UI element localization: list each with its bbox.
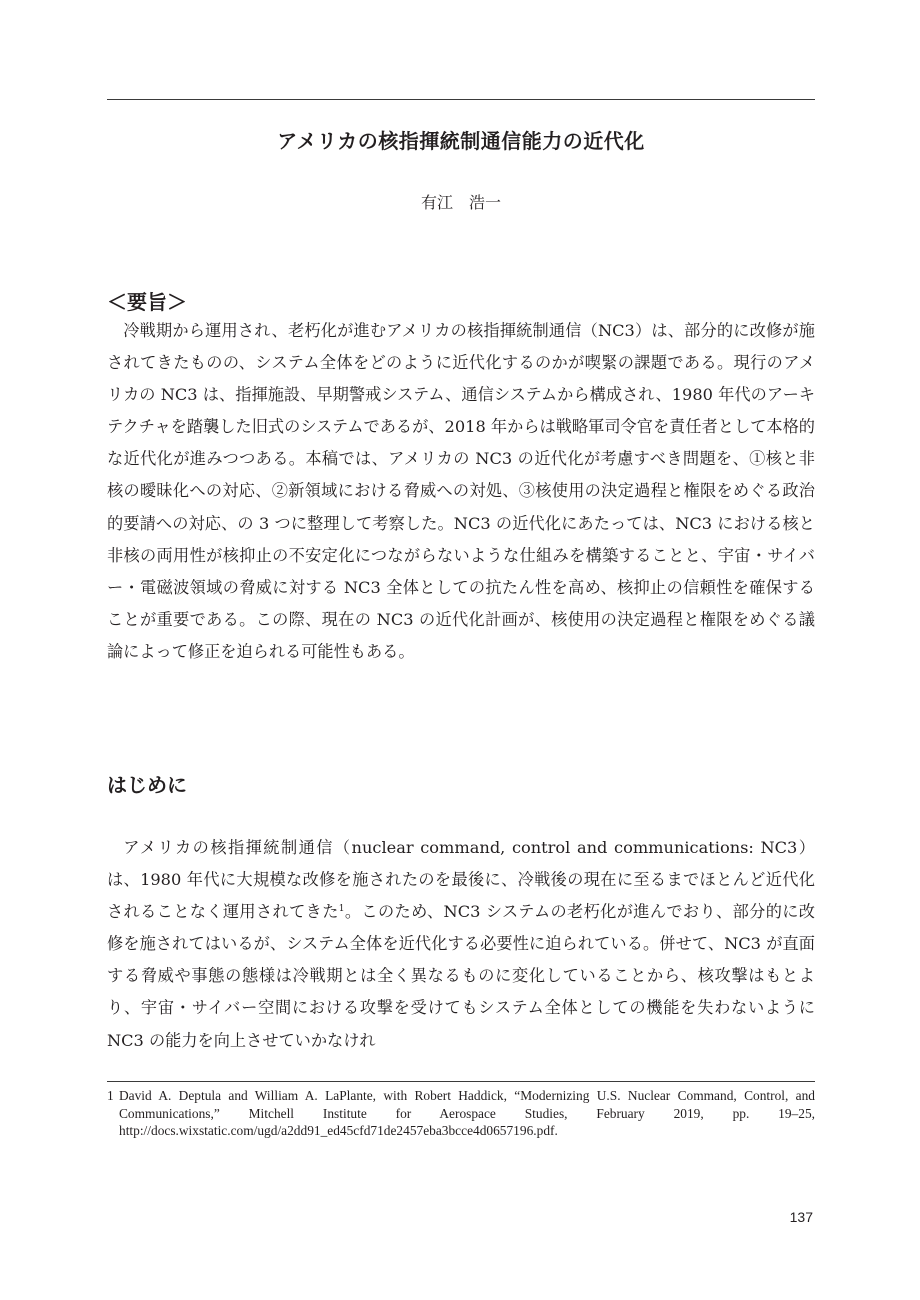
introduction-heading: はじめに: [107, 773, 187, 797]
footnote-rule: [107, 1081, 815, 1082]
footnote-reference: 1: [338, 904, 345, 915]
footnote: [107, 1087, 815, 1140]
author-name: 有江 浩一: [420, 193, 501, 212]
introduction-text-before-note: アメリカの核指揮統制通信（nuclear command, control and communications: NC3）は、1980 年代に大規模な改修を施されたのを最後に、冷戦後の現在に至るまでほとんど近代化されることなく運用されてきた: [107, 838, 815, 922]
header-rule: [107, 99, 815, 100]
article-title: アメリカの核指揮統制通信能力の近代化: [277, 129, 645, 153]
abstract-heading: ＜要旨＞: [107, 290, 187, 314]
abstract-body: 冷戦期から運用され、老朽化が進むアメリカの核指揮統制通信（NC3）は、部分的に改修が施されてきたものの、システム全体をどのように近代化するのかが喫緊の課題である。現行のアメリカの NC3 は、指揮施設、早期警戒システム、通信システムから構成され、1980 年代のアーキテクチャを踏襲した旧式のシステムであるが、2018 年からは戦略軍司令官を責任者として本格的な近代化が進みつつある。本稿では、アメリカの NC3 の近代化が考慮すべき問題を、①核と非核の曖昧化への対応、②新領域における脅威への対処、③核使用の決定過程と権限をめぐる政治的要請への対応、の 3 つに整理して考察した。NC3 の近代化にあたっては、NC3 における核と非核の両用性が核抑止の不安定化につながらないような仕組みを構築することと、宇宙・サイバー・電磁波領域の脅威に対する NC3 全体としての抗たん性を高め、核抑止の信頼性を確保することが重要である。この際、現在の NC3 の近代化計画が、核使用の決定過程と権限をめぐる議論によって修正を迫られる可能性もある。: [107, 321, 815, 661]
page-number: 137: [789, 1209, 813, 1225]
footnote-text: David A. Deptula and William A. LaPlante, with Robert Haddick, “Modernizing U.S. Nuclear Command, Control, and Communications,” Mitchell Institute for Aerospace Studies, February 2019, pp. 19–25, http://docs.wixstatic.com/ugd/a2dd91_ed45cfd71de2457eba3bcce4d0657196.pdf.: [119, 1088, 815, 1139]
introduction-body: [107, 832, 815, 1057]
introduction-text-after-note: 。このため、NC3 システムの老朽化が進んでおり、部分的に改修を施されてはいるが、システム全体を近代化する必要性に迫られている。併せて、NC3 が直面する脅威や事態の態様は冷戦期とは全く異なるものに変化していることから、核攻撃はもとより、宇宙・サイバー空間における攻撃を受けてもシステム全体としての機能を失わないように NC3 の能力を向上させていかなけれ: [107, 902, 815, 1050]
footnote-number: 1: [107, 1088, 114, 1103]
